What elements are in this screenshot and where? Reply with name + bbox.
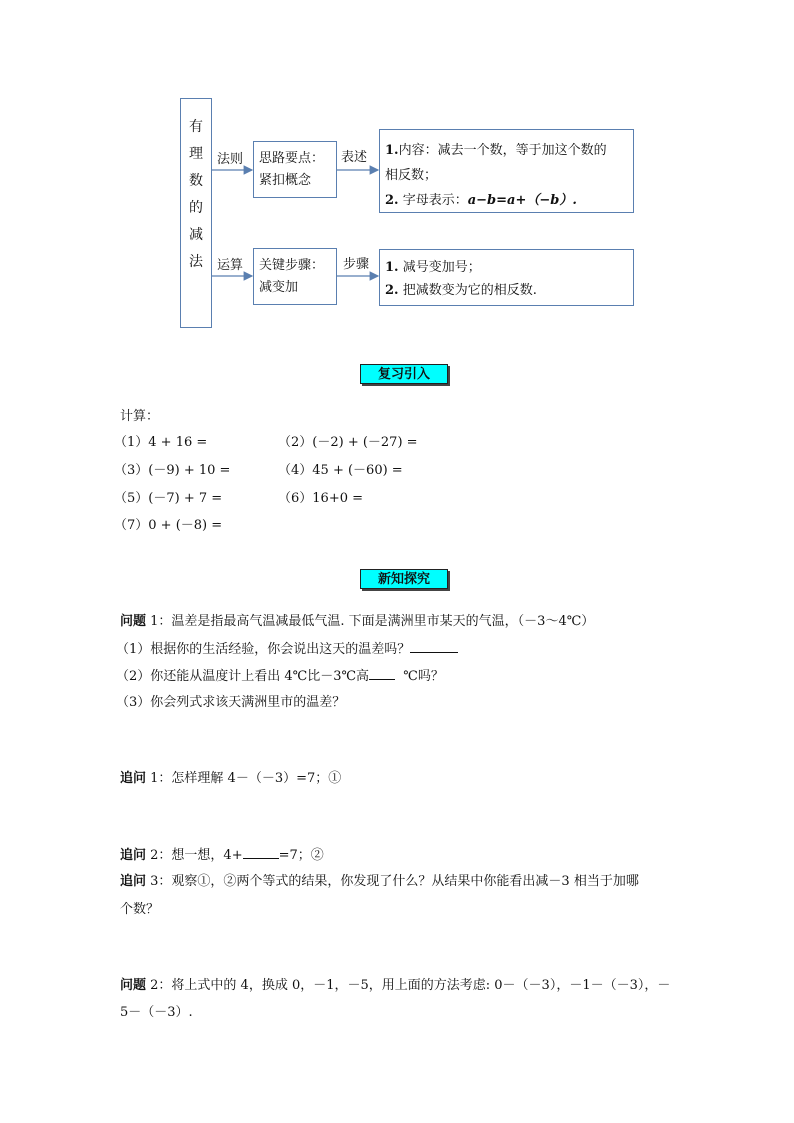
key-steps-line1: 关键步骤： [259, 258, 325, 273]
problem-item: （6）16+0 = [278, 491, 364, 506]
question-2-cont: 5－（－3）. [120, 1005, 193, 1020]
rule-num: 2. [385, 193, 399, 208]
follow-up-text: 3：观察①，②两个等式的结果，你发现了什么？从结果中你能看出减－3 相当于加哪 [146, 874, 639, 889]
answer-blank[interactable] [410, 640, 458, 653]
step-num: 1. [385, 260, 399, 275]
arrow-label-express: 表述 [341, 150, 368, 165]
follow-up-2 [120, 846, 324, 865]
follow-up-1 [120, 770, 341, 788]
rule-formula: a−b=a+（−b）. [467, 193, 577, 208]
follow-up-3-cont: 个数？ [120, 902, 160, 917]
question-label: 问题 [120, 978, 147, 993]
steps-box [379, 249, 634, 306]
branch-label-rule: 法则 [217, 152, 244, 167]
problem-item: （1）4 + 16 = [114, 435, 208, 450]
follow-up-text: =7；② [278, 848, 324, 863]
question-1-sub2 [116, 667, 444, 686]
answer-blank[interactable] [243, 846, 279, 859]
follow-up-label: 追问 [120, 771, 147, 786]
step-text: 减号变加号； [398, 260, 481, 275]
title-char: 的 [189, 200, 203, 216]
question-1-sub3: （3）你会列式求该天满洲里市的温差？ [116, 695, 346, 710]
question-label: 问题 [120, 614, 147, 629]
question-text: 2：将上式中的 4，换成 0，－1，－5，用上面的方法考虑: 0－（－3），－1－（－3），－ [146, 978, 671, 993]
thinking-line2: 紧扣概念 [259, 173, 312, 188]
problem-item: （4）45 + (－60) = [278, 463, 403, 478]
question-1 [120, 613, 594, 631]
branch-label-operation: 运算 [217, 258, 244, 273]
title-char: 理 [189, 146, 203, 162]
follow-up-text: 2：想一想，4+ [146, 848, 243, 863]
title-char: 减 [189, 227, 203, 243]
arrow-label-steps: 步骤 [343, 257, 370, 272]
answer-blank[interactable] [369, 667, 395, 680]
title-char: 数 [189, 173, 203, 189]
rule-num: 1. [385, 143, 399, 158]
key-steps-box [253, 248, 337, 305]
problem-item: （3）(－9) + 10 = [114, 463, 231, 478]
rule-line3 [385, 188, 633, 213]
step-text: 把减数变为它的相反数. [398, 283, 537, 298]
calc-intro: 计算： [120, 409, 160, 424]
thinking-box [253, 141, 337, 198]
question-1-sub1 [116, 640, 458, 659]
sub-text: ℃吗？ [403, 669, 444, 684]
title-char: 有 [189, 119, 203, 135]
sub-text: （1）根据你的生活经验，你会说出这天的温差吗？ [116, 642, 411, 657]
step-num: 2. [385, 283, 399, 298]
follow-up-label: 追问 [120, 848, 147, 863]
follow-up-label: 追问 [120, 874, 147, 889]
rule-text: 字母表示： [398, 193, 468, 208]
rule-line1 [385, 138, 633, 163]
title-char: 法 [189, 254, 203, 270]
thinking-line1: 思路要点： [259, 151, 325, 166]
rule-box [379, 129, 634, 213]
problem-item: （5）(－7) + 7 = [114, 491, 223, 506]
problem-item: （7）0 + (－8) = [114, 518, 223, 533]
question-2 [120, 977, 670, 995]
rule-text: 内容：减去一个数，等于加这个数的 [398, 143, 607, 158]
question-text: 1：温差是指最高气温减最低气温. 下面是满洲里市某天的气温，（－3～4℃） [146, 614, 595, 629]
section-header-explore: 新知探究 [360, 569, 448, 589]
problem-item: （2）(－2) + (－27) = [278, 435, 418, 450]
step-line1 [385, 256, 633, 279]
key-steps-line2: 减变加 [259, 280, 299, 295]
follow-up-3 [120, 873, 639, 891]
sub-text: （2）你还能从温度计上看出 4℃比－3℃高 [116, 669, 370, 684]
follow-up-text: 1：怎样理解 4－（－3）=7；① [146, 771, 342, 786]
step-line2 [385, 279, 633, 302]
rule-line2: 相反数； [385, 168, 438, 183]
section-header-review: 复习引入 [360, 364, 448, 384]
